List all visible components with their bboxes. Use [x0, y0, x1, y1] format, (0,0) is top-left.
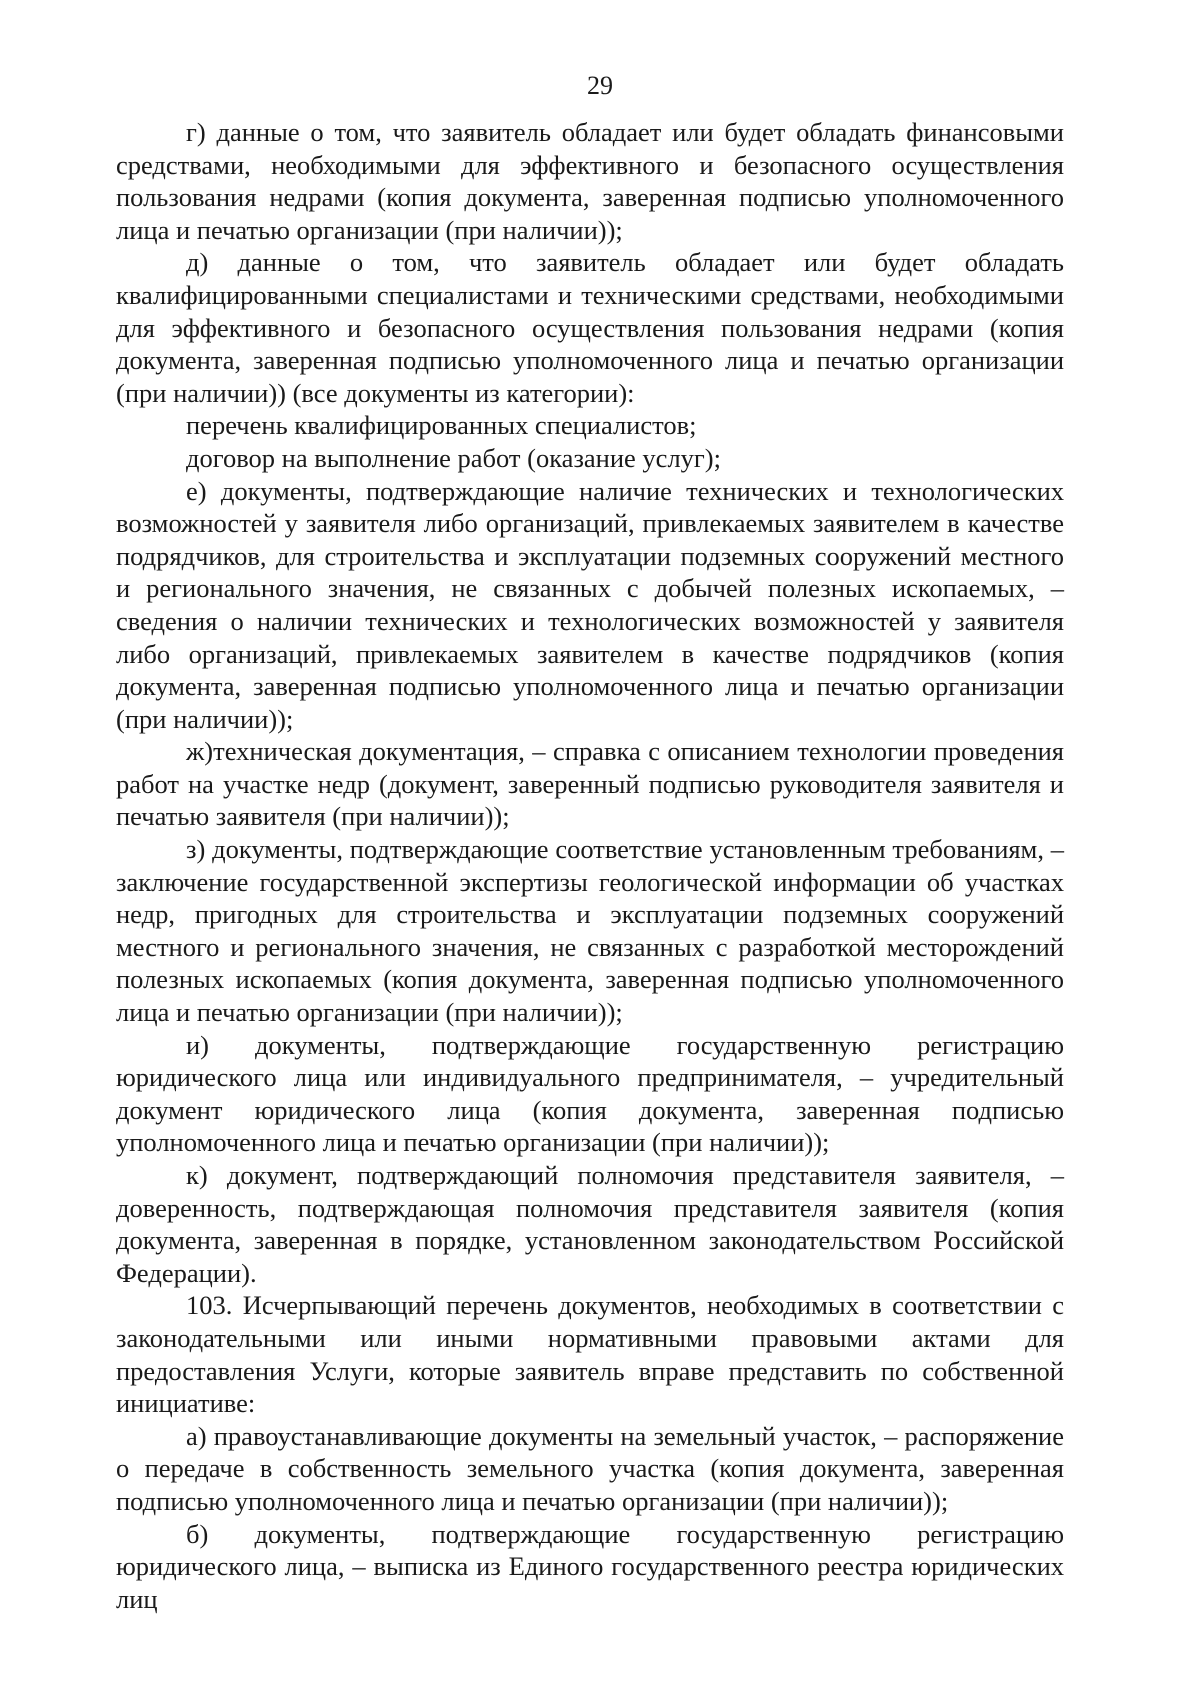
paragraph-b-registry-extract: б) документы, подтверждающие государственную регистрацию юридического лица, – выписка из Единого государственного реестра юридических лиц	[116, 1518, 1064, 1614]
document-body	[116, 116, 1064, 1615]
paragraph-zh-technical-documentation: ж)техническая документация, – справка с описанием технологии проведения работ на участке недр (документ, заверенный подписью руководителя заявителя и печатью заявителя (при наличии));	[116, 736, 1064, 832]
paragraph-i-registration: и) документы, подтверждающие государственную регистрацию юридического лица или индивидуального предпринимателя, – учредительный документ юридического лица (копия документа, заверенная подписью уполномоченного лица и печатью организации (при наличии));	[116, 1029, 1064, 1158]
paragraph-work-contract: договор на выполнение работ (оказание услуг);	[186, 442, 721, 473]
paragraph-k-authority: к) документ, подтверждающий полномочия представителя заявителя, – доверенность, подтверждающая полномочия представителя заявителя (копия документа, заверенная в порядке, установленном законодательством Российской Федерации).	[116, 1160, 1064, 1288]
paragraph-d-specialists: д) данные о том, что заявитель обладает или будет обладать квалифицированными специалистами и техническими средствами, необходимыми для эффективного и безопасного осуществления пользования недрами (копия документа, заверенная подписью уполномоченного лица и печатью организации (при наличии)) (все документы из категории):	[116, 247, 1064, 408]
paragraph-g-financial-means: г) данные о том, что заявитель обладает или будет обладать финансовыми средствами, необходимыми для эффективного и безопасного осуществления пользования недрами (копия документа, заверенная подписью уполномоченного лица и печатью организации (при наличии));	[116, 117, 1064, 245]
paragraph-specialists-list: перечень квалифицированных специалистов;	[186, 410, 697, 441]
paragraph-e-technical-capabilities: е) документы, подтверждающие наличие технических и технологических возможностей у заявителя либо организаций, привлекаемых заявителем в качестве подрядчиков, для строительства и эксплуатации подземных сооружений местного и регионального значения, не связанных с добычей полезных ископаемых, – сведения о наличии технических и технологических возможностей у заявителя либо организаций, привлекаемых заявителем в качестве подрядчиков (копия документа, заверенная подписью уполномоченного лица и печатью организации (при наличии));	[116, 475, 1064, 734]
paragraph-z-compliance: з) документы, подтверждающие соответствие установленным требованиям, – заключение государственной экспертизы геологической информации об участках недр, пригодных для строительства и эксплуатации подземных сооружений местного и регионального значения, не связанных с разработкой месторождений полезных ископаемых (копия документа, заверенная подписью уполномоченного лица и печатью организации (при наличии));	[116, 834, 1064, 1028]
paragraph-a-land-documents: а) правоустанавливающие документы на земельный участок, – распоряжение о передаче в собственность земельного участка (копия документа, заверенная подписью уполномоченного лица и печатью организации (при наличии));	[116, 1420, 1064, 1516]
paragraph-103-documents-list: 103. Исчерпывающий перечень документов, необходимых в соответствии с законодательными или иными нормативными правовыми актами для предоставления Услуги, которые заявитель вправе представить по собственной инициативе:	[116, 1290, 1064, 1419]
page-number: 29	[587, 71, 613, 100]
